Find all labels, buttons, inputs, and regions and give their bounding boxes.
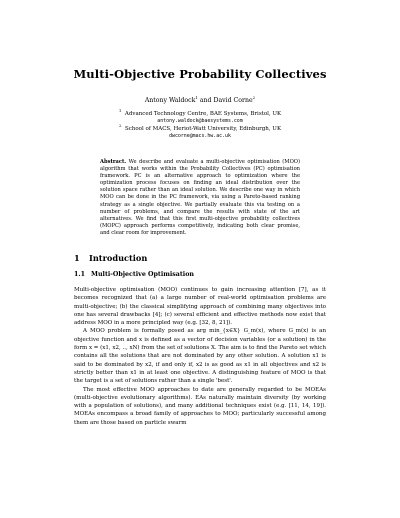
- body-text: [74, 286, 326, 427]
- author-affiliation-mark: 1: [195, 94, 198, 100]
- subsection-title: Multi-Objective Optimisation: [91, 271, 194, 278]
- affiliation-2: [0, 123, 400, 140]
- paragraph: The most effective MOO approaches to date are generally regarded to be MOEAs (multi-objective evolutionary algorithms). EAs naturally maintain diversity (by working with a population of solutions), and many additional techniques exist (e.g. [11, 14, 19]). MOEAs encompass a broad family of approaches to MOO; particularly successful among them are those based on particle swarm: [74, 386, 326, 426]
- section-title: Introduction: [89, 253, 148, 263]
- abstract: [100, 159, 300, 237]
- affiliation-email: dwcorne@macs.hw.ac.uk: [169, 133, 231, 140]
- author-separator: and: [197, 97, 214, 104]
- paper-title: Multi-Objective Probability Collectives: [73, 67, 327, 81]
- paragraph: A MOO problem is formally posed as arg min_{x∈X} G_m(x), where G_m(x) is an objective function and x is defined as a vector of decision variables (or a solution) in the form x = (x1, x2, .., xN) from the set of solutions X. The aim is to find the Pareto set which contains all the solutions that are not dominated by any other solution. A solution x1 is said to be dominated by x2, if and only if, x2 is as good as x1 in all objectives and x2 is strictly better than x1 in at least one objective. A distinguishing feature of MOO is that the target is a set of solutions rather than a single 'best'.: [74, 328, 326, 385]
- author-affiliation-mark: 2: [252, 94, 256, 100]
- author-line: [0, 94, 400, 104]
- affiliation-org: School of MACS, Heriot-Watt University, Edinburgh, UK: [124, 126, 282, 132]
- section-number: 1: [74, 253, 80, 263]
- affiliation-1: [0, 108, 400, 125]
- affiliation-email: antony.waldock@baesystems.com: [157, 118, 243, 125]
- abstract-label: Abstract.: [100, 159, 127, 165]
- affiliation-org: Advanced Technology Centre, BAE Systems, Bristol, UK: [124, 111, 282, 117]
- subsection-heading: [74, 271, 194, 278]
- subsection-number: 1.1: [74, 271, 85, 278]
- affiliation-mark: 2: [118, 123, 122, 129]
- author-name: David Corne: [213, 97, 253, 104]
- affiliation-mark: 1: [118, 108, 122, 114]
- abstract-text: We describe and evaluate a multi-objective optimisation (MOO) algorithm that works within the Probability Collectives (PC) optimisation framework. PC is an alternative approach to optimization where the optimization process focuses on finding an ideal distribution over the solution space rather than an ideal solution. We describe one way in which MOO can be done in the PC framework, via using a Pareto-based ranking strategy as a single objective. We partially evaluate this via testing on a number of problems, and compare the results with state of the art alternatives. We find that this first multi-objective probability collectives (MOPC) approach performs competitively, indicating both clear promise, and clear room for improvement.: [100, 159, 301, 236]
- paragraph: Multi-objective optimisation (MOO) continues to gain increasing attention [7], as it becomes recognized that (a) a large number of real-world optimisation problems are multi-objective; (b) the classical simplifying approach of combining many objectives into one has several drawbacks [4]; (c) several efficient and effective methods now exist that address MOO in a more principled way (e.g. [32, 8, 21]).: [74, 287, 326, 327]
- section-heading: [74, 253, 147, 263]
- author-name: Antony Waldock: [144, 97, 196, 104]
